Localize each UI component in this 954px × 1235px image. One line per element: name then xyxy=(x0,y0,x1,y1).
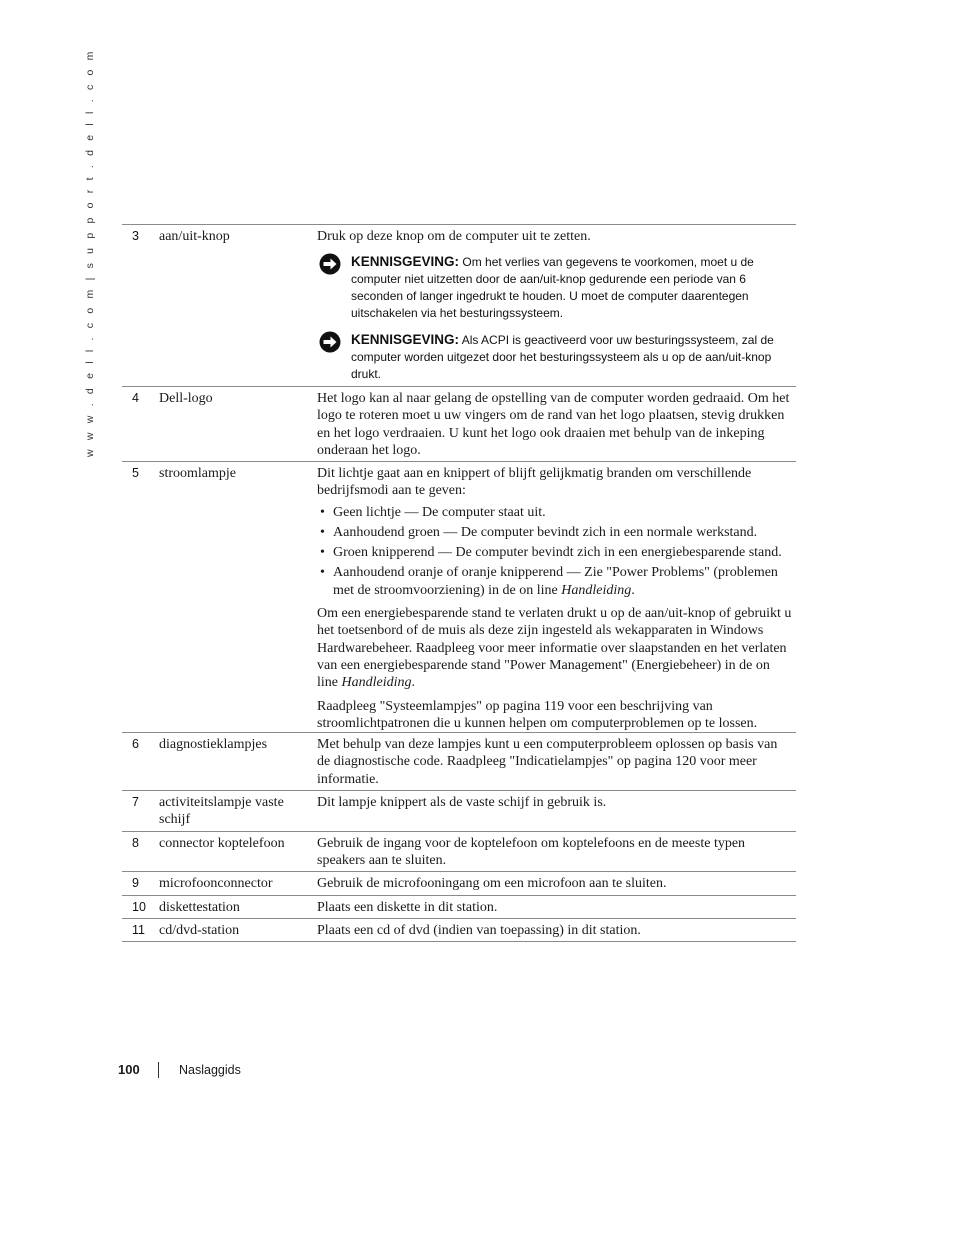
description-text: Plaats een cd of dvd (indien van toepassing) in dit station. xyxy=(317,923,641,938)
component-description xyxy=(317,733,796,792)
row-number: 7 xyxy=(132,795,139,809)
component-description xyxy=(317,225,796,391)
bullet-icon: • xyxy=(320,524,325,540)
table-row xyxy=(122,462,796,733)
description-text: Dit lichtje gaat aan en knippert of blijft gelijkmatig branden om verschillende bedrijfsmodi aan te geven: xyxy=(317,466,752,499)
table-row xyxy=(122,387,796,462)
row-number: 10 xyxy=(132,900,146,914)
list-item: • Aanhoudend oranje of oranje knipperend — Zie "Power Problems" (problemen met de stroomvoorziening) in de on line Handleiding. xyxy=(320,565,778,598)
list-item: • Groen knipperend — De computer bevindt zich in een energiebesparende stand. xyxy=(320,545,782,561)
notice xyxy=(317,253,792,322)
components-table xyxy=(122,224,796,942)
footer-divider xyxy=(158,1062,159,1078)
component-description xyxy=(317,791,796,815)
description-text: Met behulp van deze lampjes kunt u een computerprobleem oplossen op basis van de diagnostische code. Raadpleeg "Indicatielampjes" op pagina 120 voor meer informatie. xyxy=(317,737,778,787)
row-number: 9 xyxy=(132,876,139,890)
row-number: 11 xyxy=(132,923,145,937)
list-item: • Geen lichtje — De computer staat uit. xyxy=(320,504,546,520)
table-row xyxy=(122,896,796,919)
description-text: Plaats een diskette in dit station. xyxy=(317,900,498,915)
page-number: 100 xyxy=(118,1062,140,1077)
status-list xyxy=(317,504,792,599)
component-name: stroomlampje xyxy=(159,466,236,481)
component-name: microfoonconnector xyxy=(159,876,273,891)
list-item: • Aanhoudend groen — De computer bevindt zich in een normale werkstand. xyxy=(320,524,758,540)
row-number: 3 xyxy=(132,229,139,243)
notice-text: Als ACPI is geactiveerd voor uw besturingssysteem, zal de computer worden uitgezet door het besturingssysteem als u op de aan/uit-knop drukt. xyxy=(351,333,774,382)
row-number: 8 xyxy=(132,836,139,850)
description-text: Gebruik de ingang voor de koptelefoon om koptelefoons en de meeste typen speakers aan te sluiten. xyxy=(317,836,746,869)
bullet-icon: • xyxy=(320,504,325,520)
component-description xyxy=(317,462,796,736)
table-row xyxy=(122,872,796,896)
row-number: 4 xyxy=(132,391,139,405)
side-url: w w w . d e l l . c o m | s u p p o r t . d e l l . c o m xyxy=(84,48,96,457)
table-row xyxy=(122,791,796,832)
notice-text: Om het verlies van gegevens te voorkomen, moet u de computer niet uitzetten door de aan/uit-knop gedurende een periode van 6 seconden of langer ingedrukt te houden. U moet de computer daarentegen uitschakelen via het besturingssysteem. xyxy=(351,255,754,321)
component-name: activiteitslampje vaste schijf xyxy=(159,795,284,828)
row-number: 6 xyxy=(132,737,139,751)
table-row xyxy=(122,225,796,387)
component-description xyxy=(317,832,796,874)
component-name: diagnostieklampjes xyxy=(159,737,268,752)
component-name: connector koptelefoon xyxy=(159,836,285,851)
table-row xyxy=(122,733,796,791)
bullet-icon: • xyxy=(320,545,325,561)
description-text: Dit lampje knippert als de vaste schijf in gebruik is. xyxy=(317,795,607,810)
description-text: Druk op deze knop om de computer uit te zetten. xyxy=(317,229,591,244)
table-row xyxy=(122,832,796,872)
description-text: Raadpleeg "Systeemlampjes" op pagina 119 voor een beschrijving van stroomlichtpatronen die u kunnen helpen om computerproblemen op te lossen. xyxy=(317,698,758,731)
component-name: aan/uit-knop xyxy=(159,229,230,244)
description-text: Gebruik de microfooningang om een microfoon aan te sluiten. xyxy=(317,876,667,891)
component-description xyxy=(317,896,796,920)
table-row xyxy=(122,919,796,942)
footer-title: Naslaggids xyxy=(179,1063,241,1077)
description-text: Het logo kan al naar gelang de opstelling van de computer worden gedraaid. Om het logo te roteren moet u uw vingers om de rand van het logo plaatsen, stevig drukken en het logo verdraaien. U kunt het logo ook draaien met behulp van de inkeping onderaan het logo. xyxy=(317,391,790,458)
bullet-icon: • xyxy=(320,565,325,581)
notice-arrow-icon xyxy=(319,253,341,275)
notice-label: KENNISGEVING: xyxy=(351,254,460,270)
notice-arrow-icon xyxy=(319,331,341,353)
component-name: cd/dvd-station xyxy=(159,923,240,938)
notice-label: KENNISGEVING: xyxy=(351,332,460,348)
component-description xyxy=(317,872,796,896)
component-name: Dell-logo xyxy=(159,391,213,406)
row-number: 5 xyxy=(132,466,139,480)
description-text: Om een energiebesparende stand te verlaten drukt u op de aan/uit-knop of gebruikt u het toetsenbord of de muis als deze zijn ingesteld als wekapparaten in Windows Hardwarebeheer. Raadpleeg voor meer informatie over slaapstanden en het verlaten van een energiebesparende stand "Power Management" (Energiebeheer) in de on line Handleiding. xyxy=(317,606,792,691)
component-description xyxy=(317,919,796,943)
component-description xyxy=(317,387,796,463)
notice xyxy=(317,331,792,383)
component-name: diskettestation xyxy=(159,900,240,915)
